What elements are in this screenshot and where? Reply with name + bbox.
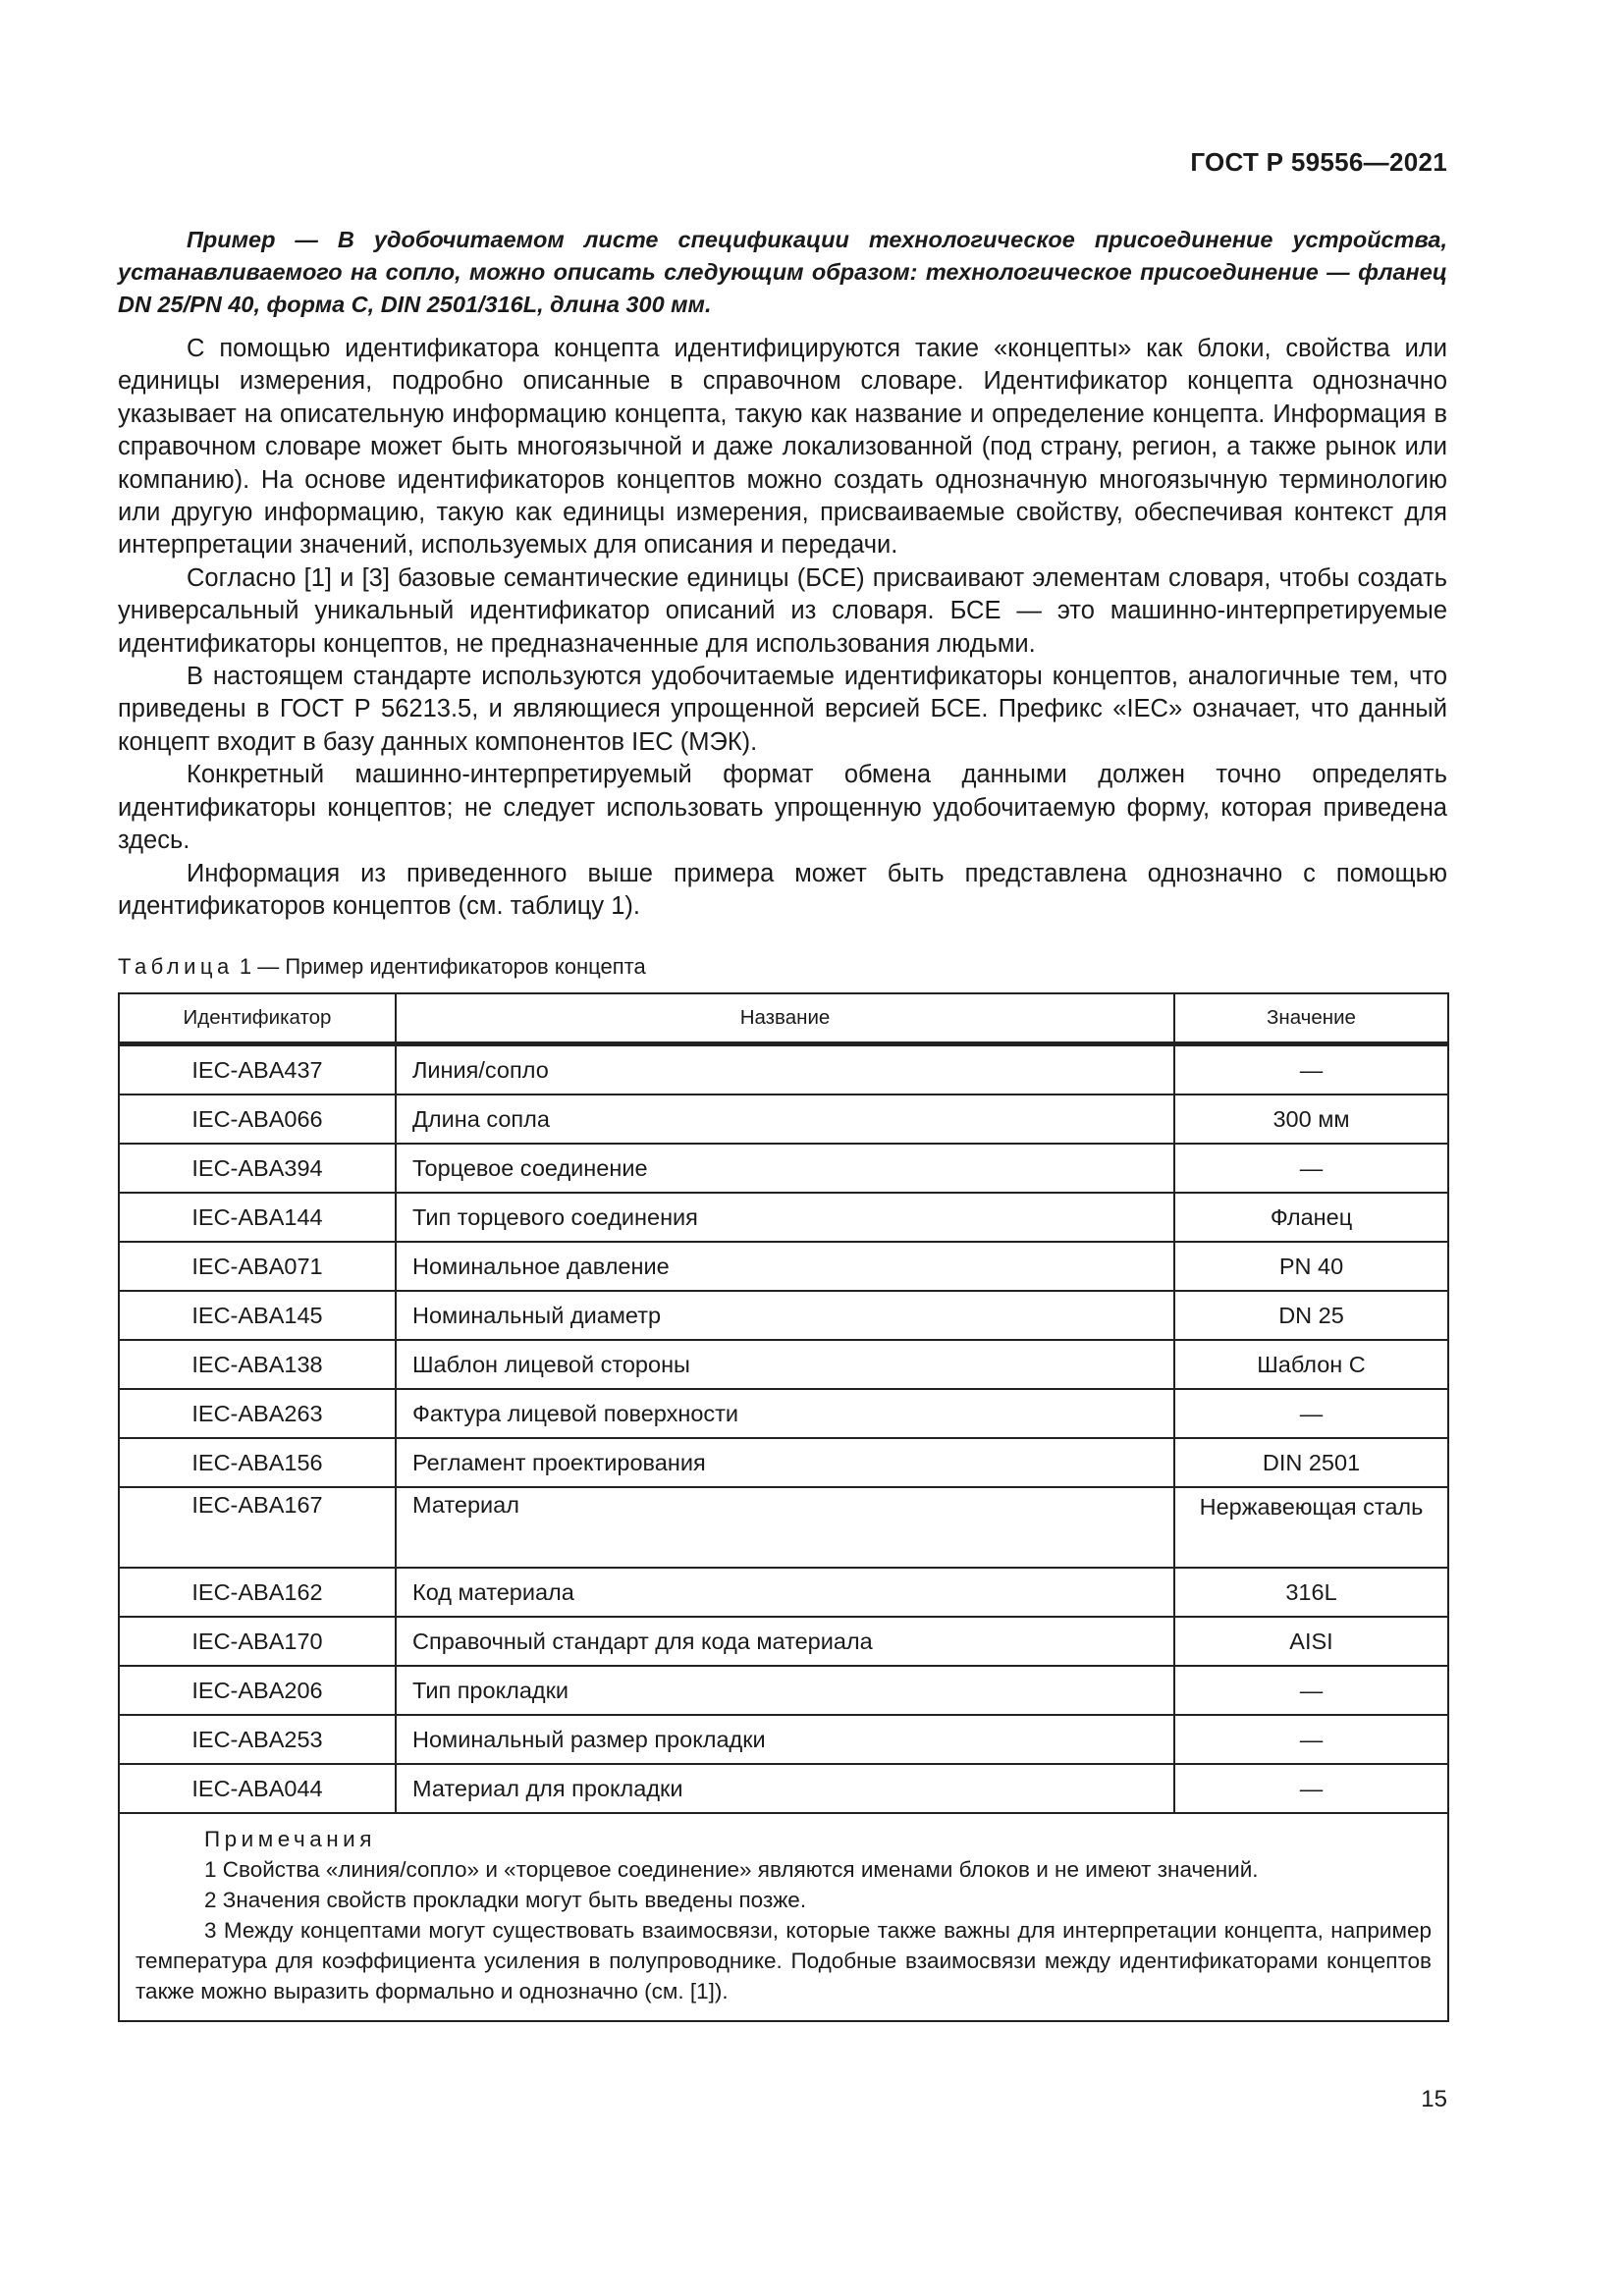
cell-name: Шаблон лицевой стороны — [396, 1340, 1174, 1389]
table-row — [119, 1487, 1448, 1568]
page-number: 15 — [1421, 2086, 1447, 2112]
cell-identifier: IEC-ABA044 — [119, 1764, 396, 1813]
cell-value: — — [1174, 1666, 1448, 1715]
cell-identifier: IEC-ABA253 — [119, 1715, 396, 1764]
table-row — [119, 1044, 1448, 1095]
cell-identifier: IEC-ABA263 — [119, 1389, 396, 1438]
concept-identifiers-table — [118, 992, 1449, 2022]
cell-name: Номинальный размер прокладки — [396, 1715, 1174, 1764]
table-notes — [119, 1813, 1448, 2021]
table-row — [119, 1438, 1448, 1487]
header-identifier: Идентификатор — [119, 993, 396, 1044]
table-row — [119, 1340, 1448, 1389]
cell-name: Тип торцевого соединения — [396, 1193, 1174, 1242]
cell-name: Материал для прокладки — [396, 1764, 1174, 1813]
body-paragraph-3: В настоящем стандарте используются удобочитаемые идентификаторы концептов, аналогичные тем, что приведены в ГОСТ Р 56213.5, и являющиеся упрощенной версией БСЕ. Префикс «IEC» означает, что данный концепт входит в базу данных компонентов IEC (МЭК). — [118, 663, 1447, 756]
cell-value: Фланец — [1174, 1193, 1448, 1242]
cell-value: — — [1174, 1144, 1448, 1193]
body-paragraph-1: С помощью идентификатора концепта идентифицируются такие «концепты» как блоки, свойства или единицы измерения, подробно описанные в справочном словаре. Идентификатор концепта однозначно указывает на описательную информацию концепта, такую как название и определение концепта. Информация в справочном словаре может быть многоязычной и даже локализованной (под страну, регион, а также рынок или компанию). На основе идентификаторов концептов можно создать однозначную многоязычную терминологию или другую информацию, такую как единицы измерения, присваиваемые свойству, обеспечивая контекст для интерпретации значений, используемых для описания и передачи. — [118, 335, 1447, 560]
cell-value: DN 25 — [1174, 1291, 1448, 1340]
cell-identifier: IEC-ABA071 — [119, 1242, 396, 1291]
table-note-1: 1 Свойства «линия/сопло» и «торцевое соединение» являются именами блоков и не имеют значений. — [204, 1857, 1259, 1883]
table-header-row — [119, 993, 1448, 1044]
cell-name: Тип прокладки — [396, 1666, 1174, 1715]
table-row — [119, 1764, 1448, 1813]
body-paragraph-2: Согласно [1] и [3] базовые семантические единицы (БСЕ) присваивают элементам словаря, чтобы создать универсальный уникальный идентификатор описаний из словаря. БСЕ — это машинно-интерпретируемые идентификаторы концептов, не предназначенные для использования людьми. — [118, 563, 1447, 658]
cell-identifier: IEC-ABA145 — [119, 1291, 396, 1340]
cell-value: Шаблон С — [1174, 1340, 1448, 1389]
cell-name: Номинальное давление — [396, 1242, 1174, 1291]
table-row — [119, 1242, 1448, 1291]
cell-value: — — [1174, 1044, 1448, 1095]
cell-value: — — [1174, 1389, 1448, 1438]
cell-value: AISI — [1174, 1617, 1448, 1666]
cell-value: — — [1174, 1715, 1448, 1764]
cell-identifier: IEC-ABA066 — [119, 1095, 396, 1144]
table-row — [119, 1095, 1448, 1144]
cell-name: Материал — [396, 1487, 1174, 1568]
table-note-3: 3 Между концептами могут существовать взаимосвязи, которые также важны для интерпретации концепта, например температура для коэффициента усиления в полупроводнике. Подобные взаимосвязи между идентификаторами концептов также можно выразить формально и однозначно (см. [1]). — [135, 1918, 1432, 2004]
cell-name: Регламент проектирования — [396, 1438, 1174, 1487]
cell-identifier: IEC-ABA394 — [119, 1144, 396, 1193]
cell-name: Длина сопла — [396, 1095, 1174, 1144]
table-note-2: 2 Значения свойств прокладки могут быть введены позже. — [204, 1888, 807, 1913]
table-row — [119, 1617, 1448, 1666]
cell-name: Линия/сопло — [396, 1044, 1174, 1095]
table-caption — [118, 954, 1447, 980]
cell-value: DIN 2501 — [1174, 1438, 1448, 1487]
table-row — [119, 1389, 1448, 1438]
notes-title: Примечания — [204, 1827, 376, 1852]
cell-identifier: IEC-ABA170 — [119, 1617, 396, 1666]
cell-identifier: IEC-ABA437 — [119, 1044, 396, 1095]
header-name: Название — [396, 993, 1174, 1044]
cell-name: Код материала — [396, 1568, 1174, 1617]
cell-name: Торцевое соединение — [396, 1144, 1174, 1193]
body-paragraph-5: Информация из приведенного выше примера может быть представлена однозначно с помощью идентификаторов концептов (см. таблицу 1). — [118, 859, 1447, 920]
page-content — [118, 224, 1447, 2022]
table-caption-label: Таблица — [118, 954, 234, 980]
cell-identifier: IEC-ABA162 — [119, 1568, 396, 1617]
table-caption-text: 1 — Пример идентификаторов концепта — [239, 954, 646, 980]
table-notes-row — [119, 1813, 1448, 2021]
cell-value: PN 40 — [1174, 1242, 1448, 1291]
cell-identifier: IEC-ABA206 — [119, 1666, 396, 1715]
cell-name: Номинальный диаметр — [396, 1291, 1174, 1340]
cell-identifier: IEC-ABA156 — [119, 1438, 396, 1487]
cell-value: 316L — [1174, 1568, 1448, 1617]
cell-value: Нержавеющая сталь — [1174, 1487, 1448, 1568]
table-row — [119, 1291, 1448, 1340]
table-row — [119, 1144, 1448, 1193]
table-row — [119, 1568, 1448, 1617]
example-paragraph: Пример — В удобочитаемом листе спецификации технологическое присоединение устройства, устанавливаемого на сопло, можно описать следующим образом: технологическое присоединение — фланец DN 25/PN 40, форма С, DIN 2501/316L, длина 300 мм. — [118, 227, 1447, 317]
body-paragraph-4: Конкретный машинно-интерпретируемый формат обмена данными должен точно определять идентификаторы концептов; не следует использовать упрощенную удобочитаемую форму, которая приведена здесь. — [118, 761, 1447, 855]
cell-identifier: IEC-ABA144 — [119, 1193, 396, 1242]
table-row — [119, 1715, 1448, 1764]
cell-identifier: IEC-ABA167 — [119, 1487, 396, 1568]
cell-value: 300 мм — [1174, 1095, 1448, 1144]
cell-identifier: IEC-ABA138 — [119, 1340, 396, 1389]
table-row — [119, 1666, 1448, 1715]
cell-name: Справочный стандарт для кода материала — [396, 1617, 1174, 1666]
cell-value: — — [1174, 1764, 1448, 1813]
header-value: Значение — [1174, 993, 1448, 1044]
cell-name: Фактура лицевой поверхности — [396, 1389, 1174, 1438]
table-row — [119, 1193, 1448, 1242]
document-number-header: ГОСТ Р 59556—2021 — [1190, 147, 1447, 177]
